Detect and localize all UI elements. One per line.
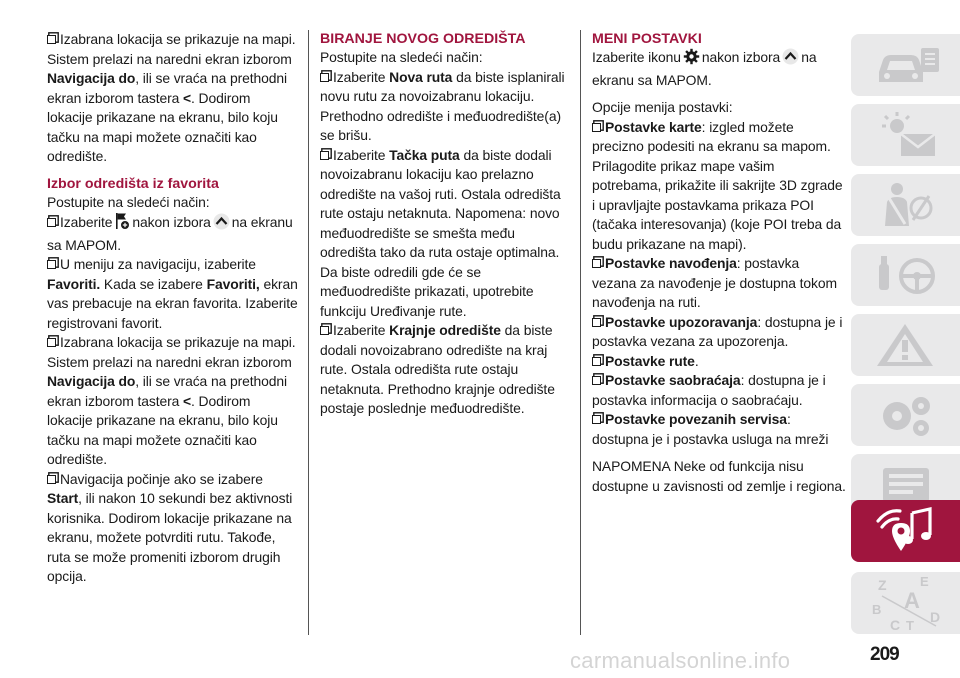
- paragraph: Postupite na sledeći način:: [320, 49, 483, 65]
- column-divider: [308, 30, 309, 635]
- paragraph: Izabrana lokacija se prikazuje na mapi. Sistem prelazi na naredni ekran izborom Navigacija do, ili se vraća na prethodni ekran izborom tastera <. Dodirom lokacije prikazane na ekranu, bilo koju tačku na mapi možete označiti kao odredište.: [47, 31, 296, 164]
- chevron-up-icon: [782, 48, 799, 71]
- car-info-icon: [871, 42, 941, 88]
- index-letter: B: [871, 602, 881, 617]
- section-heading-new-destination: BIRANJE NOVOG ODREDIŠTA: [320, 31, 526, 47]
- section-heading-favorites: Izbor odredišta iz favorita: [47, 175, 219, 192]
- index-letter: D: [929, 609, 940, 625]
- bullet-box-icon: [592, 318, 601, 327]
- bullet-box-icon: [592, 259, 601, 268]
- alphabetical-index-icon: [866, 574, 946, 632]
- index-letter: E: [919, 574, 929, 589]
- tab-warning-lights[interactable]: [851, 104, 960, 166]
- tab-multimedia[interactable]: [851, 500, 960, 562]
- list-item: Postavke karte: izgled možete precizno podesiti na ekranu sa mapom. Prilagodite prikaz mape vašim potrebama, prikažite ili sakrijte 3D zgrade i upravljajte postavkama prikaza POI (tačaka interesovanja) (koje POI treba da budu prikazane na mapi).: [592, 118, 843, 252]
- list-item: Izaberite Nova ruta da biste isplanirali novu rutu za novoizabranu lokaciju. Prethodno odredište i međuodredište(a) se brišu.: [320, 68, 565, 143]
- bullet-box-icon: [592, 357, 601, 366]
- list-item: Izabrana lokacija se prikazuje na mapi. Sistem prelazi na naredni ekran izborom Navigacija do, ili se vraća na prethodni ekran izborom tastera <. Dodirom lokacije prikazane na ekranu, bilo koju tačku na mapi možete označiti kao odredište.: [47, 334, 296, 467]
- gear-icon: [683, 48, 700, 71]
- bullet-box-icon: [592, 415, 601, 424]
- tab-car-info[interactable]: [851, 34, 960, 96]
- bullet-box-icon: [592, 376, 601, 385]
- page-number: 209: [870, 644, 899, 665]
- list-item: Postavke rute.: [592, 352, 846, 372]
- list-item: Izaberite Tačka puta da biste dodali novoizabranu lokaciju kao prelazno odredište na vašoj ruti. Ostala odredišta rute ostaju netaknuta. Napomena: novo međuodredište se smešta među odredišta tako da ruta ostaje optimalna. Da biste odredili gde će se međuodredište prikazati, upotrebite funkciju Uređivanje rute.: [320, 146, 561, 319]
- list-item: Postavke navođenja: postavka vezana za navođenje je dostupna tokom navođenja na ruti.: [592, 255, 837, 310]
- column-divider: [580, 30, 581, 635]
- list-item: Izaberite nakon izbora na ekranu sa MAPOM.: [47, 214, 293, 253]
- paragraph: Postupite na sledeći način:: [47, 193, 210, 210]
- tab-starting-driving[interactable]: [851, 244, 960, 306]
- bullet-box-icon: [320, 326, 329, 335]
- steering-wheel-icon: [871, 250, 941, 300]
- maintenance-gears-icon: [871, 390, 941, 440]
- chevron-up-icon: [213, 213, 230, 236]
- text-column-3: [592, 30, 846, 496]
- seatbelt-person-icon: [871, 180, 941, 230]
- warning-lights-icon: [871, 110, 941, 160]
- bullet-box-icon: [320, 151, 329, 160]
- tab-index[interactable]: [851, 572, 960, 634]
- list-item: Postavke upozoravanja: dostupna je i postavka vezana za upozorenja.: [592, 313, 843, 349]
- bullet-box-icon: [47, 475, 56, 484]
- chapter-tab-bar: [851, 34, 960, 634]
- paragraph: Izaberite ikonu nakon izbora na ekranu sa MAPOM.: [592, 49, 817, 88]
- text-column-1: [47, 30, 299, 587]
- index-letter: A: [903, 588, 920, 613]
- paragraph: Opcije menija postavki:: [592, 99, 733, 115]
- bullet-box-icon: [320, 73, 329, 82]
- favorite-flag-icon: [114, 212, 130, 236]
- index-letter: Z: [877, 577, 887, 593]
- index-letter: C: [889, 617, 900, 632]
- list-item: Postavke povezanih servisa:: [592, 410, 846, 430]
- note-paragraph: NAPOMENA Neke od funkcija nisu dostupne u zavisnosti od zemlje i regiona.: [592, 458, 846, 494]
- index-letter: T: [905, 618, 914, 632]
- paragraph: dostupna je i postavka usluga na mreži: [592, 430, 829, 447]
- list-item: Postavke saobraćaja: dostupna je i postavka informacija o saobraćaju.: [592, 372, 826, 408]
- section-heading-settings-menu: MENI POSTAVKI: [592, 31, 702, 47]
- list-item: Navigacija počinje ako se izabere Start, ili nakon 10 sekundi bez aktivnosti korisnika. Dodirom lokacije prikazane na ekranu, možete potvrditi rutu. Takođe, ruta se može promeniti izborom drugih opcija.: [47, 470, 293, 584]
- bullet-box-icon: [47, 338, 56, 347]
- bullet-box-icon: [47, 260, 56, 269]
- multimedia-navigation-icon: [870, 503, 942, 559]
- text-column-2: [320, 30, 572, 419]
- tab-emergency[interactable]: [851, 314, 960, 376]
- watermark-text: carmanualsonline.info: [570, 648, 791, 673]
- tab-safety[interactable]: [851, 174, 960, 236]
- bullet-box-icon: [592, 123, 601, 132]
- tab-maintenance[interactable]: [851, 384, 960, 446]
- emergency-triangle-icon: [871, 320, 941, 370]
- bullet-box-icon: [47, 218, 56, 227]
- list-item: U meniju za navigaciju, izaberite Favoriti. Kada se izabere Favoriti, ekran vas prebacuje na ekran favorita. Izaberite registrovani favorit.: [47, 256, 298, 331]
- bullet-box-icon: [47, 35, 56, 44]
- list-item: Izaberite Krajnje odredište da biste dodali novoizabrano odredište na kraj rute. Ostala odredišta rute ostaju netaknuta. Prethodno krajnje odredište postaje poslednje međuodredište.: [320, 322, 555, 416]
